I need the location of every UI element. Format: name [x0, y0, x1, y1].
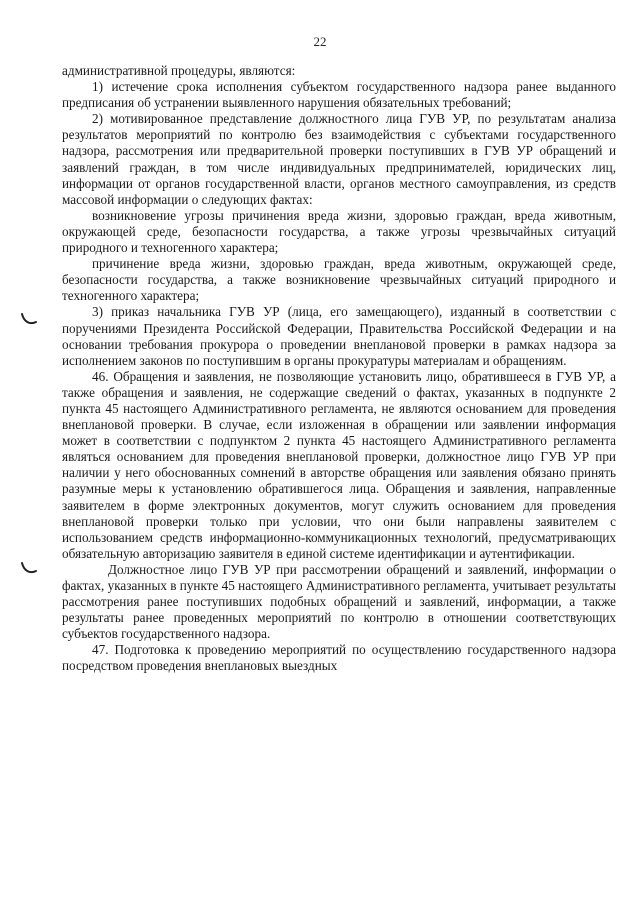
- paragraph: возникновение угрозы причинения вреда жизни, здоровью граждан, вреда животным, окружающей среде, безопасности государства, а также угрозы чрезвычайных ситуаций природного и техногенного характера;: [62, 207, 616, 256]
- paragraph: административной процедуры, являются:: [62, 63, 296, 78]
- paragraph: причинение вреда жизни, здоровью граждан, вреда животным, окружающей среде, безопасности государства, а также возникновение чрезвычайных ситуаций природного и техногенного характера;: [62, 256, 616, 304]
- paragraph: Должностное лицо ГУВ УР при рассмотрении обращений и заявлений, информации о фактах, указанных в пункте 45 настоящего Административного регламента, учитывает результаты рассмотрения ранее поступивших подобных обращений и заявлений, информации, а также результаты ранее проведенных мероприятий по контролю в отношении соответствующих субъектов государственного надзора.: [62, 561, 616, 642]
- page-number: 22: [313, 34, 327, 49]
- body-text: [62, 63, 616, 675]
- binding-hole-mark-icon: [20, 561, 38, 575]
- paragraph: 1) истечение срока исполнения субъектом государственного надзора ранее выданного предписания об устранении выявленного нарушения обязательных требований;: [62, 79, 616, 111]
- paragraph: 3) приказ начальника ГУВ УР (лица, его замещающего), изданный в соответствии с поручениями Президента Российской Федерации, Правительства Российской Федерации и на основании требования прокурора о проведении внеплановой проверки в рамках надзора за исполнением законов по поступившим в органы прокуратуры материалам и обращениям.: [62, 304, 616, 368]
- paragraph: 47. Подготовка к проведению мероприятий по осуществлению государственного надзора посредством проведения внеплановых выездных: [62, 642, 616, 674]
- binding-hole-mark-icon: [20, 312, 38, 326]
- paragraph: 2) мотивированное представление должностного лица ГУВ УР, по результатам анализа результатов мероприятий по контролю без взаимодействия с субъектами государственного надзора, рассмотрения или предварительной проверки поступивших в ГУВ УР обращений и заявлений граждан, в том числе индивидуальных предпринимателей, юридических лиц, информации от органов государственной власти, органов местного самоуправления, из средств массовой информации о следующих фактах:: [62, 111, 616, 207]
- paragraph: 46. Обращения и заявления, не позволяющие установить лицо, обратившееся в ГУВ УР, а также обращения и заявления, не содержащие сведений о фактах, указанных в подпункте 2 пункта 45 настоящего Административного регламента, не являются основанием для проведения внеплановой проверки. В случае, если изложенная в обращении или заявлении информация может в соответствии с подпунктом 2 пункта 45 настоящего Административного регламента являться основанием для проведения внеплановой проверки, должностное лицо ГУВ УР при наличии у него обоснованных сомнений в авторстве обращения или заявления обязано принять разумные меры к установлению обратившегося лица. Обращения и заявления, направленные заявителем в форме электронных документов, могут служить основанием для проведения внеплановой проверки только при условии, что они были направлены заявителем с использованием средств информационно-коммуникационных технологий, предусматривающих обязательную авторизацию заявителя в единой системе идентификации и аутентификации.: [62, 368, 616, 561]
